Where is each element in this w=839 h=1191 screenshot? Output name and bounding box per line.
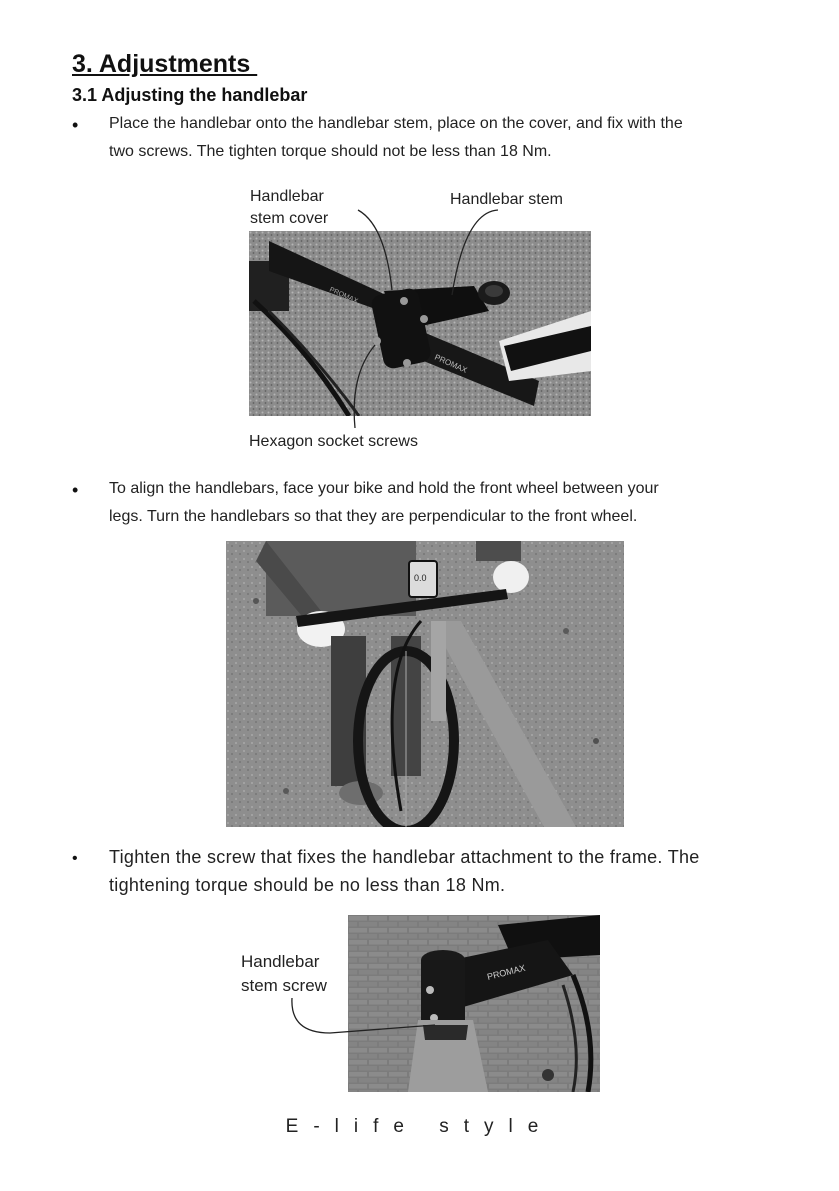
bullet-2-line-2: legs. Turn the handlebars so that they are perpendicular to the front wheel. xyxy=(109,508,638,525)
label-line: stem screw xyxy=(241,976,327,995)
label-handlebar-stem-screw xyxy=(241,950,327,998)
bike-alignment-photo xyxy=(226,541,624,827)
label-line: Handlebar xyxy=(250,188,324,205)
bullet-marker: • xyxy=(72,480,79,500)
label-hexagon-socket-screws: Hexagon socket screws xyxy=(249,433,418,450)
grip-brand-text: PROMAX xyxy=(433,352,469,375)
subsection-title: 3.1 Adjusting the handlebar xyxy=(72,85,308,105)
bullet-3-text xyxy=(109,843,700,899)
screw-icon xyxy=(426,986,434,994)
bar-brand-text: PROMAX xyxy=(328,286,359,306)
label-line: Handlebar xyxy=(241,952,320,971)
bullet-1-text xyxy=(109,110,683,166)
figure-1-leader-lines xyxy=(240,200,540,460)
bullet-1-line-1: Place the handlebar onto the handlebar stem, place on the cover, and fix with the xyxy=(109,115,683,132)
bullet-3-line-1: Tighten the screw that fixes the handlebar attachment to the frame. The xyxy=(109,847,700,867)
section-title: 3. Adjustments xyxy=(72,50,258,78)
display-value: 0.0 xyxy=(414,573,427,583)
figure-3-leader-line xyxy=(285,995,445,1045)
label-handlebar-stem: Handlebar stem xyxy=(450,191,563,208)
bike-alignment-illustration xyxy=(226,541,624,827)
bullet-2-text xyxy=(109,475,659,531)
bullet-3-line-2: tightening torque should be no less than 18 Nm. xyxy=(109,875,506,895)
bullet-marker: • xyxy=(72,850,78,867)
bullet-marker: • xyxy=(72,115,79,135)
bullet-1-line-2: two screws. The tighten torque should not be less than 18 Nm. xyxy=(109,143,552,160)
label-line: stem cover xyxy=(250,210,329,227)
footer-brand: E-life style xyxy=(285,1116,554,1137)
stem-brand-text: PROMAX xyxy=(486,962,527,982)
bullet-2-line-1: To align the handlebars, face your bike and hold the front wheel between your xyxy=(109,480,659,497)
